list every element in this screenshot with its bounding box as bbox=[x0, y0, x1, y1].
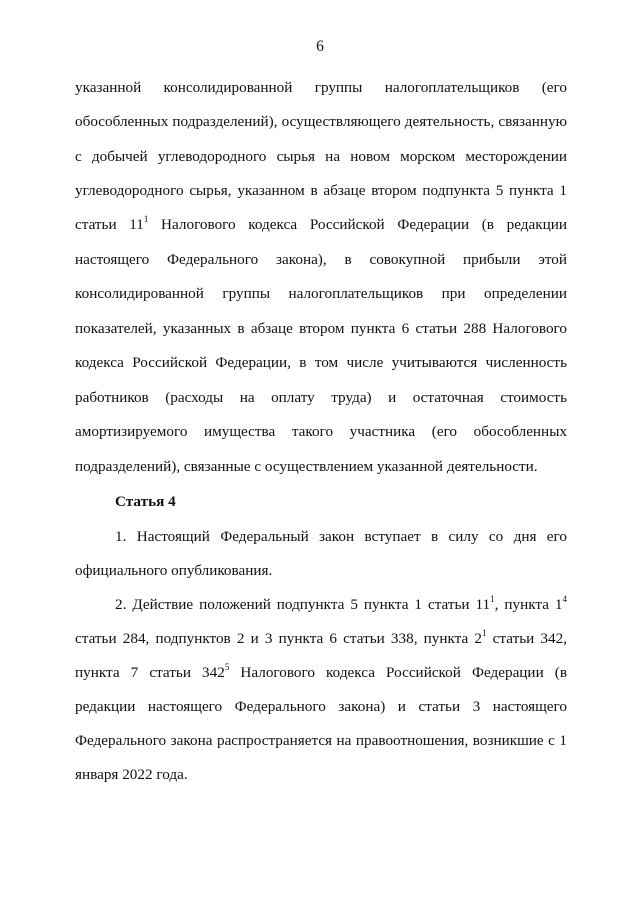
text-fragment: Налогового кодекса Российской Федерации (в редакции bbox=[148, 216, 567, 233]
text-line: обособленных подразделений), осуществляющего деятельность, связанную bbox=[75, 113, 567, 130]
text-fragment: статьи 11 bbox=[75, 216, 144, 233]
text-fragment: статьи 284, подпунктов 2 и 3 пункта 6 статьи 338, пункта 2 bbox=[75, 630, 482, 647]
text-line: кодекса Российской Федерации, в том числе учитываются численность bbox=[75, 354, 567, 371]
text-line-with-superscript bbox=[75, 663, 567, 683]
superscript: 1 bbox=[490, 593, 495, 604]
text-line: амортизируемого имущества такого участника (его обособленных bbox=[75, 423, 567, 440]
page-number: 6 bbox=[316, 38, 324, 55]
text-fragment: , пункта 1 bbox=[494, 596, 563, 613]
text-line-with-superscript bbox=[115, 595, 567, 615]
text-line: редакции настоящего Федерального закона) и статьи 3 настоящего bbox=[75, 698, 567, 715]
text-line-with-superscript bbox=[75, 215, 567, 235]
article-heading: Статья 4 bbox=[115, 493, 176, 510]
text-line: января 2022 года. bbox=[75, 766, 188, 783]
text-line: работников (расходы на оплату труда) и остаточная стоимость bbox=[75, 389, 567, 406]
text-line: Федерального закона распространяется на правоотношения, возникшие с 1 bbox=[75, 732, 567, 749]
text-line: указанной консолидированной группы налогоплательщиков (его bbox=[75, 79, 567, 96]
text-line: показателей, указанных в абзаце втором пункта 6 статьи 288 Налогового bbox=[75, 320, 567, 337]
text-line: настоящего Федерального закона), в совокупной прибыли этой bbox=[75, 251, 567, 268]
text-fragment: Налогового кодекса Российской Федерации (в bbox=[229, 664, 568, 681]
text-line: 1. Настоящий Федеральный закон вступает в силу со дня его bbox=[115, 528, 567, 545]
superscript: 5 bbox=[224, 661, 230, 672]
text-fragment: статьи 342, bbox=[486, 630, 567, 647]
superscript: 1 bbox=[143, 213, 149, 224]
text-line-with-superscript bbox=[75, 629, 567, 649]
text-line: официального опубликования. bbox=[75, 562, 273, 579]
text-fragment: пункта 7 статьи 342 bbox=[75, 664, 225, 681]
superscript: 4 bbox=[562, 593, 567, 604]
text-line: консолидированной группы налогоплательщиков при определении bbox=[75, 285, 567, 302]
superscript: 1 bbox=[482, 627, 487, 638]
text-fragment: 2. Действие положений подпункта 5 пункта 1 статьи 11 bbox=[115, 596, 491, 613]
text-line: углеводородного сырья, указанном в абзаце втором подпункта 5 пункта 1 bbox=[75, 182, 567, 199]
text-line: с добычей углеводородного сырья на новом морском месторождении bbox=[75, 148, 567, 165]
text-line: подразделений), связанные с осуществлением указанной деятельности. bbox=[75, 458, 538, 475]
